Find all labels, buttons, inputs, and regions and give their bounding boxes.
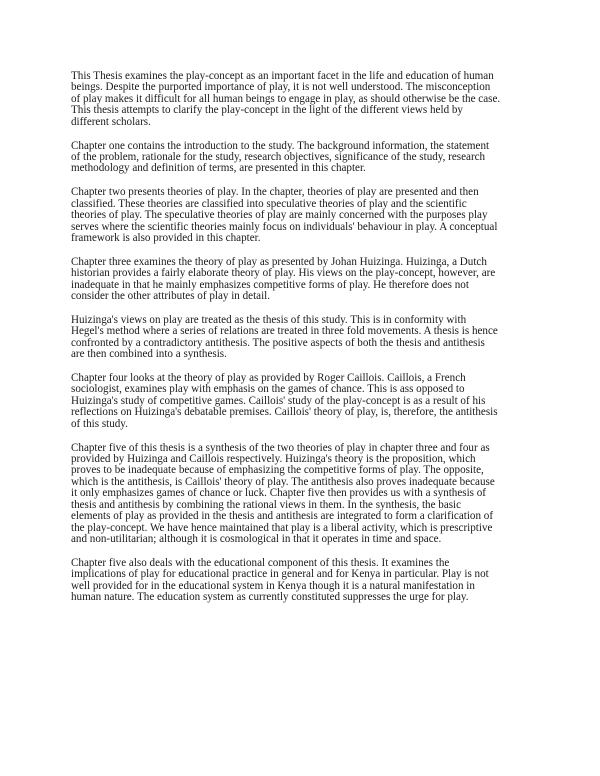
text-line: Chapter two presents theories of play. In the chapter, theories of play are presented and then: [71, 186, 479, 199]
text-line: of the problem, rationale for the study, research objectives, significance of the study, research: [71, 151, 486, 164]
text-line: serves where the scientific theories mainly focus on individuals' behaviour in play. A conceptual: [71, 220, 498, 233]
text-line: Hegel's method where a series of relations are treated in three fold movements. A thesis is hence: [71, 325, 498, 338]
text-line: Chapter one contains the introduction to the study. The background information, the statement: [71, 139, 490, 152]
text-line: proves to be inadequate because of emphasizing the competitive forms of play. The opposite,: [71, 464, 484, 477]
text-line: well provided for in the educational system in Kenya though it is a natural manifestation in: [71, 579, 475, 592]
text-line: Chapter five of this thesis is a synthesis of the two theories of play in chapter three and four as: [71, 441, 490, 454]
document-page: [71, 71, 541, 616]
paragraph-4: [71, 257, 541, 303]
text-line: Chapter four looks at the theory of play as provided by Roger Caillois. Caillois, a French: [71, 372, 466, 384]
paragraph-8: [71, 558, 541, 604]
text-line: inadequate in that he mainly emphasizes competitive forms of play. He therefore does not: [71, 278, 469, 291]
paragraph-7: [71, 443, 541, 546]
text-line: of play makes it difficult for all human beings to engage in play, as should otherwise be the case.: [71, 92, 501, 105]
text-line: This thesis attempts to clarify the play-concept in the light of the different views held by: [71, 104, 463, 117]
text-line: methodology and definition of terms, are presented in this chapter.: [71, 162, 366, 175]
text-line: and non-utilitarian; although it is cosmological in that it operates in time and space.: [71, 533, 442, 546]
text-line: thesis and antithesis by combining the rational views in them. In the synthesis, the basic: [71, 498, 462, 511]
text-line: sociologist, examines play with emphasis on the games of chance. This is ass opposed to: [71, 383, 465, 396]
text-line: of this study.: [71, 417, 128, 430]
text-line: Huizinga's views on play are treated as the thesis of this study. This is in conformity with: [71, 313, 467, 326]
text-line: beings. Despite the purported importance of play, it is not well understood. The misconception: [71, 81, 491, 94]
text-line: Huizinga's study of competitive games. Caillois' study of the play-concept is as a result of his: [71, 394, 486, 407]
text-line: This Thesis examines the play-concept as an important facet in the life and education of human: [71, 70, 494, 82]
paragraph-5: [71, 315, 541, 361]
text-line: theories of play. The speculative theories of play are mainly concerned with the purposes play: [71, 209, 488, 222]
text-line: different scholars.: [71, 115, 151, 128]
text-line: Chapter five also deals with the educational component of this thesis. It examines the: [71, 556, 450, 569]
text-line: classified. These theories are classified into speculative theories of play and the scientific: [71, 197, 467, 210]
text-line: reflections on Huizinga's debatable premises. Caillois' theory of play, is, therefore, the antithesis: [71, 406, 498, 419]
text-line: implications of play for educational practice in general and for Kenya in particular. Play is not: [71, 568, 489, 581]
text-line: which is the antithesis, is Caillois' theory of play. The antithesis also proves inadequate because: [71, 475, 495, 488]
text-line: historian provides a fairly elaborate theory of play. His views on the play-concept, however, are: [71, 267, 496, 280]
text-line: consider the other attributes of play in detail.: [71, 290, 271, 303]
text-line: confronted by a contradictory antithesis. The positive aspects of both the thesis and antithesis: [71, 336, 485, 349]
text-line: elements of play as provided in the thesis and antithesis are integrated to form a clarification of: [71, 510, 494, 523]
text-line: human nature. The education system as currently constituted suppresses the urge for play.: [71, 591, 469, 604]
text-line: the play-concept. We have hence maintained that play is a liberal activity, which is prescriptive: [71, 521, 493, 534]
text-line: framework is also provided in this chapter.: [71, 232, 261, 245]
text-line: Chapter three examines the theory of play as presented by Johan Huizinga. Huizinga, a Dutch: [71, 255, 487, 268]
text-line: are then combined into a synthesis.: [71, 348, 227, 361]
paragraph-6: [71, 373, 541, 430]
paragraph-1: [71, 71, 541, 128]
text-line: provided by Huizinga and Caillois respectively. Huizinga's theory is the proposition, which: [71, 453, 476, 466]
paragraph-2: [71, 141, 541, 175]
text-line: it only emphasizes games of chance or luck. Chapter five then provides us with a synthesis of: [71, 487, 486, 500]
paragraph-3: [71, 187, 541, 244]
